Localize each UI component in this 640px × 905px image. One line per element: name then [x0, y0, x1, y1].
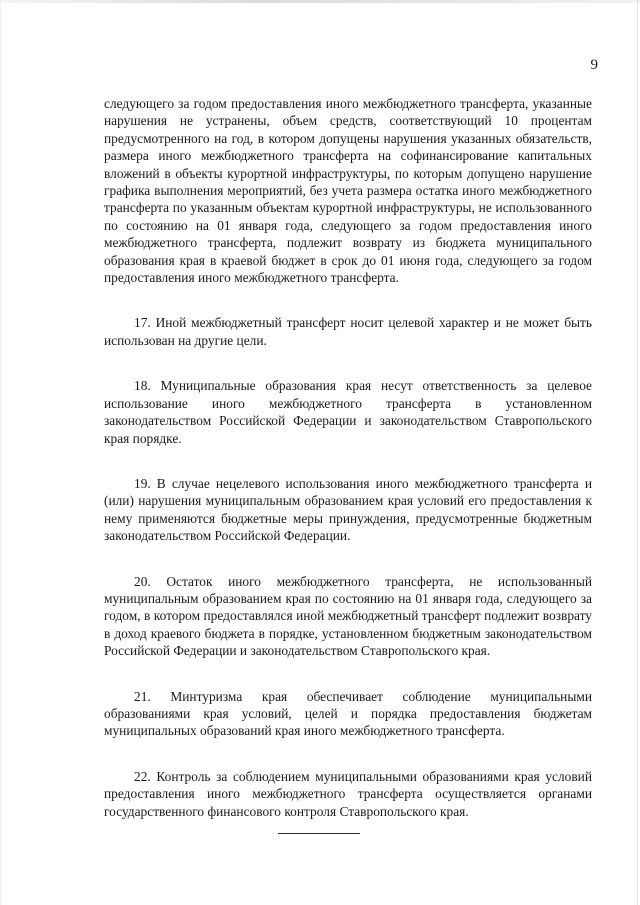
document-body [104, 95, 592, 848]
scan-right-edge [637, 0, 638, 905]
end-of-document-rule [278, 833, 360, 834]
paragraph-item-20: 20. Остаток иного межбюджетного трансферта, не использованный муниципальным образованием края по состоянию на 01 января года, следующего за годом, в котором предоставлялся иной межбюджетный трансферт подлежит возврату в доход краевого бюджета в порядке, установленном бюджетным законодательством Российской Федерации и законодательством Ставропольского края. [104, 573, 592, 659]
paragraph-item-18: 18. Муниципальные образования края несут ответственность за целевое использование иного межбюджетного трансферта в установленном законодательством Российской Федерации и законодательством Ставропольского края порядке. [104, 378, 592, 446]
paragraph-item-21: 21. Минтуризма края обеспечивает соблюдение муниципальными образованиями края условий, целей и порядка предоставления бюджетам муниципальных образований края иного межбюджетного трансферта. [104, 688, 592, 739]
paragraph-item-19: 19. В случае нецелевого использования иного межбюджетного трансферта и (или) нарушения муниципальным образованием края условий его предоставления к нему применяются бюджетные меры принуждения, предусмотренные бюджетным законодательством Российской Федерации. [104, 475, 592, 544]
paragraph-item-17: 17. Иной межбюджетный трансферт носит целевой характер и не может быть использован на другие цели. [104, 315, 592, 348]
page-number: 9 [590, 57, 598, 73]
paragraph-continuation: следующего за годом предоставления иного межбюджетного трансферта, указанные нарушения не устранены, объем средств, соответствующий 10 процентам предусмотренного на год, в котором допущены нарушения указанных обязательств, размера иного межбюджетного трансферта на софинансирование капитальных вложений в объекты курортной инфраструктуры, по которым допущено нарушение графика выполнения мероприятий, без учета размера остатка иного межбюджетного трансферта по указанным объектам курортной инфраструктуры, не использованного по состоянию на 01 января года, следующего за годом предоставления иного межбюджетного трансферта, подлежит возврату из бюджета муниципального образования края в краевой бюджет в срок до 01 июня года, следующего за годом предоставления иного межбюджетного трансферта. [104, 96, 592, 286]
scan-top-edge [0, 0, 640, 3]
paragraph-item-22: 22. Контроль за соблюдением муниципальными образованиями края условий предоставления иного межбюджетного трансферта осуществляется органами государственного финансового контроля Ставропольского края. [104, 768, 592, 819]
scan-left-edge [0, 0, 1, 905]
